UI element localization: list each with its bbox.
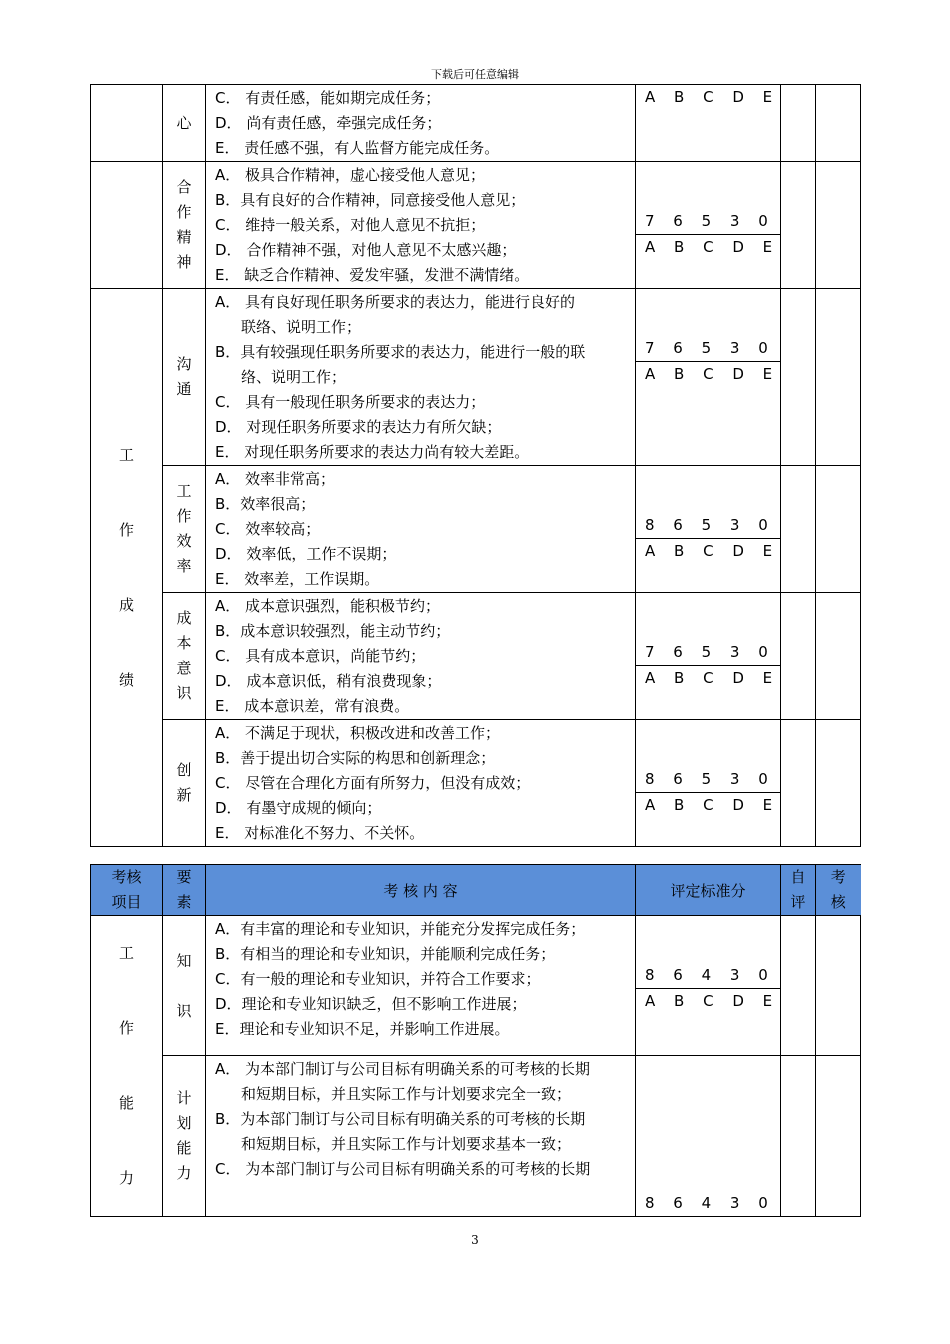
review-cell[interactable] <box>816 720 861 847</box>
score-points: 8 6 4 3 0 <box>636 963 780 989</box>
factor-cell: 心 <box>163 85 206 162</box>
factor-cell: 知识 <box>163 916 206 1056</box>
self-eval-cell[interactable] <box>781 466 816 593</box>
category-cell-work-ability: 工作能力 <box>91 916 163 1217</box>
score-points: 8 6 5 3 0 <box>636 767 780 793</box>
score-points: 7 6 5 3 0 <box>636 336 780 362</box>
grade-letters: A B C D E <box>645 365 780 383</box>
content-cell: A． 为本部门制订与公司目标有明确关系的可考核的长期 和短期目标，并且实际工作与计划要求完全一致； B．为本部门制订与公司目标有明确关系的可考核的长期 和短期目标，并且实际工作与计划要求基本一致； C． 为本部门制订与公司目标有明确关系的可考核的长期 <box>206 1056 636 1217</box>
score-cell <box>636 85 781 162</box>
content-cell: A． 效率非常高； B．效率很高； C． 效率较高； D． 效率低，工作不误期； E． 效率差，工作误期。 <box>206 466 636 593</box>
score-cell <box>636 162 781 289</box>
score-points: 8 6 4 3 0 <box>645 1194 775 1212</box>
content-cell: C． 有责任感，能如期完成任务； D． 尚有责任感，牵强完成任务； E． 责任感不强，有人监督方能完成任务。 <box>206 85 636 162</box>
score-cell <box>636 289 781 466</box>
grade-letters: A B C D E <box>645 542 780 560</box>
header-standard: 评定标准分 <box>636 865 781 916</box>
review-cell[interactable] <box>816 1056 861 1217</box>
content-cell: A． 不满足于现状，积极改进和改善工作； B．善于提出切合实际的构思和创新理念； C． 尽管在合理化方面有所努力，但没有成效； D． 有墨守成规的倾向； E． 对标准化不努力、不关怀。 <box>206 720 636 847</box>
category-cell-attitude <box>91 162 163 289</box>
grade-letters: A B C D E <box>645 796 780 814</box>
self-eval-cell[interactable] <box>781 916 816 1056</box>
table-row <box>91 720 861 847</box>
grade-letters: A B C D E <box>645 238 780 256</box>
score-cell <box>636 466 781 593</box>
score-cell <box>636 593 781 720</box>
content-cell: A． 具有良好现任职务所要求的表达力，能进行良好的 联络、说明工作； B．具有较强现任职务所要求的表达力，能进行一般的联 络、说明工作； C． 具有一般现任职务所要求的表达力； D． 对现任职务所要求的表达力有所欠缺； E． 对现任职务所要求的表达力尚有较大差距。 <box>206 289 636 466</box>
category-cell-attitude <box>91 85 163 162</box>
grade-letters: A B C D E <box>645 669 780 687</box>
review-cell[interactable] <box>816 85 861 162</box>
header-item: 考核项目 <box>91 865 163 916</box>
grade-letters: A B C D E <box>645 88 780 106</box>
score-points: 7 6 5 3 0 <box>636 209 780 235</box>
evaluation-table-continued <box>90 84 861 847</box>
evaluation-table-work-ability <box>90 864 861 1217</box>
content-cell: A．有丰富的理论和专业知识，并能充分发挥完成任务； B．有相当的理论和专业知识，并能顺利完成任务； C．有一般的理论和专业知识，并符合工作要求； D．理论和专业知识缺乏，但不影响工作进展； E．理论和专业知识不足，并影响工作进展。 <box>206 916 636 1056</box>
table-row <box>91 289 861 466</box>
table-header-row <box>91 865 861 916</box>
self-eval-cell[interactable] <box>781 289 816 466</box>
self-eval-cell[interactable] <box>781 85 816 162</box>
table-row <box>91 1056 861 1217</box>
page-number: 3 <box>471 1233 479 1247</box>
factor-cell: 创新 <box>163 720 206 847</box>
self-eval-cell[interactable] <box>781 1056 816 1217</box>
score-cell <box>636 720 781 847</box>
review-cell[interactable] <box>816 593 861 720</box>
content-cell: A． 成本意识强烈，能积极节约； B．成本意识较强烈，能主动节约； C． 具有成本意识，尚能节约； D． 成本意识低，稍有浪费现象； E． 成本意识差，常有浪费。 <box>206 593 636 720</box>
table-row <box>91 916 861 1056</box>
score-cell <box>636 916 781 1056</box>
table-row <box>91 593 861 720</box>
header-note: 下载后可任意编辑 <box>431 68 519 81</box>
category-cell-work-results: 工作成绩 <box>91 289 163 847</box>
header-factor: 要素 <box>163 865 206 916</box>
content-cell: A． 极具合作精神，虚心接受他人意见； B．具有良好的合作精神，同意接受他人意见； C． 维持一般关系，对他人意见不抗拒； D． 合作精神不强，对他人意见不太感兴趣； E． 缺乏合作精神、爱发牢骚，发泄不满情绪。 <box>206 162 636 289</box>
header-self-eval: 自评 <box>781 865 816 916</box>
grade-letters: A B C D E <box>645 992 780 1010</box>
factor-cell: 沟通 <box>163 289 206 466</box>
score-cell <box>636 1056 781 1217</box>
factor-cell: 工作效率 <box>163 466 206 593</box>
review-cell[interactable] <box>816 466 861 593</box>
factor-cell: 计划能力 <box>163 1056 206 1217</box>
self-eval-cell[interactable] <box>781 593 816 720</box>
self-eval-cell[interactable] <box>781 720 816 847</box>
table-row <box>91 466 861 593</box>
header-content: 考 核 内 容 <box>206 865 636 916</box>
review-cell[interactable] <box>816 916 861 1056</box>
table-row <box>91 85 861 162</box>
review-cell[interactable] <box>816 289 861 466</box>
self-eval-cell[interactable] <box>781 162 816 289</box>
factor-cell: 合作精神 <box>163 162 206 289</box>
header-review: 考核 <box>816 865 861 916</box>
score-points: 8 6 5 3 0 <box>636 513 780 539</box>
table-row <box>91 162 861 289</box>
review-cell[interactable] <box>816 162 861 289</box>
score-points: 7 6 5 3 0 <box>636 640 780 666</box>
factor-cell: 成本意识 <box>163 593 206 720</box>
